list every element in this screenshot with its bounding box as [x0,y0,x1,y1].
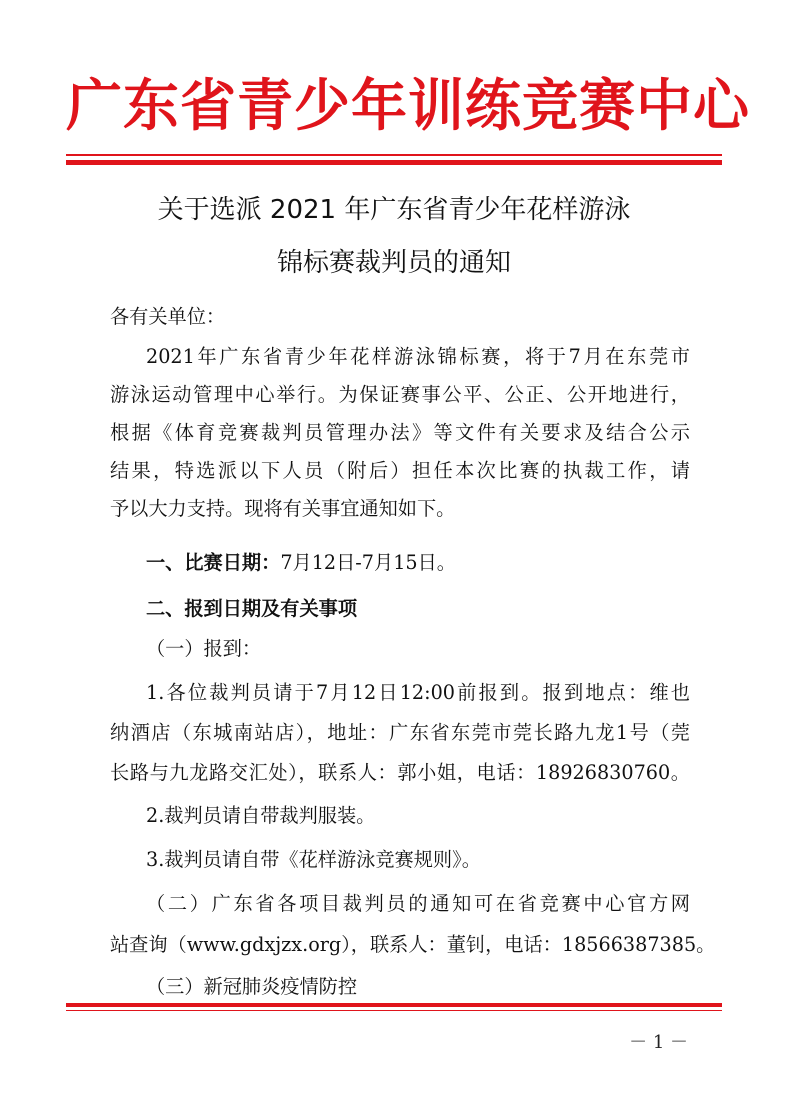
footer-rule-thick [66,1003,722,1007]
section-1-text: 7月12日-7月15日。 [280,551,456,574]
sub-2-line-2: 站查询（www.gdxjzx.org），联系人：董钊，电话：18566387385。 [110,933,716,956]
item-2: 2.裁判员请自带裁判服装。 [146,804,376,827]
salutation: 各有关单位： [110,305,226,328]
masthead-title: 广东省青少年训练竞赛中心 [66,73,750,139]
intro-line-5: 予以大力支持。现将有关事宜通知如下。 [110,497,456,520]
section-2-sub-1-heading: （一）报到： [146,637,262,660]
notice-title-line-1: 关于选派 2021 年广东省青少年花样游泳 [157,195,631,225]
masthead-rule-thick [66,160,722,165]
sub-3-heading: （三）新冠肺炎疫情防控 [146,975,358,998]
sub-2-line-1: （二）广东省各项目裁判员的通知可在省竞赛中心官方网 [146,892,690,915]
notice-title-line-2: 锦标赛裁判员的通知 [276,248,511,278]
intro-line-3: 根据《体育竞赛裁判员管理办法》等文件有关要求及结合公示 [110,421,690,444]
intro-line-2: 游泳运动管理中心举行。为保证赛事公平、公正、公开地进行， [110,383,690,406]
item-1-line-2: 纳酒店（东城南站店），地址：广东省东莞市莞长路九龙1号（莞 [110,721,690,744]
item-1-line-3: 长路与九龙路交汇处），联系人：郭小姐，电话：18926830760。 [110,761,690,784]
footer-rule-thin [66,1010,722,1011]
section-1 [146,544,456,582]
intro-line-1: 2021年广东省青少年花样游泳锦标赛，将于7月在东莞市 [146,345,690,368]
intro-line-4: 结果，特选派以下人员（附后）担任本次比赛的执裁工作，请 [110,459,690,482]
item-1-line-1: 1.各位裁判员请于7月12日12:00前报到。报到地点：维也 [146,681,690,704]
item-3: 3.裁判员请自带《花样游泳竞赛规则》。 [146,848,481,871]
section-2-heading: 二、报到日期及有关事项 [146,597,358,620]
page-number: － 1 － [629,1032,688,1053]
section-1-label: 一、比赛日期： [146,551,281,574]
masthead-rule-thin [66,154,722,156]
